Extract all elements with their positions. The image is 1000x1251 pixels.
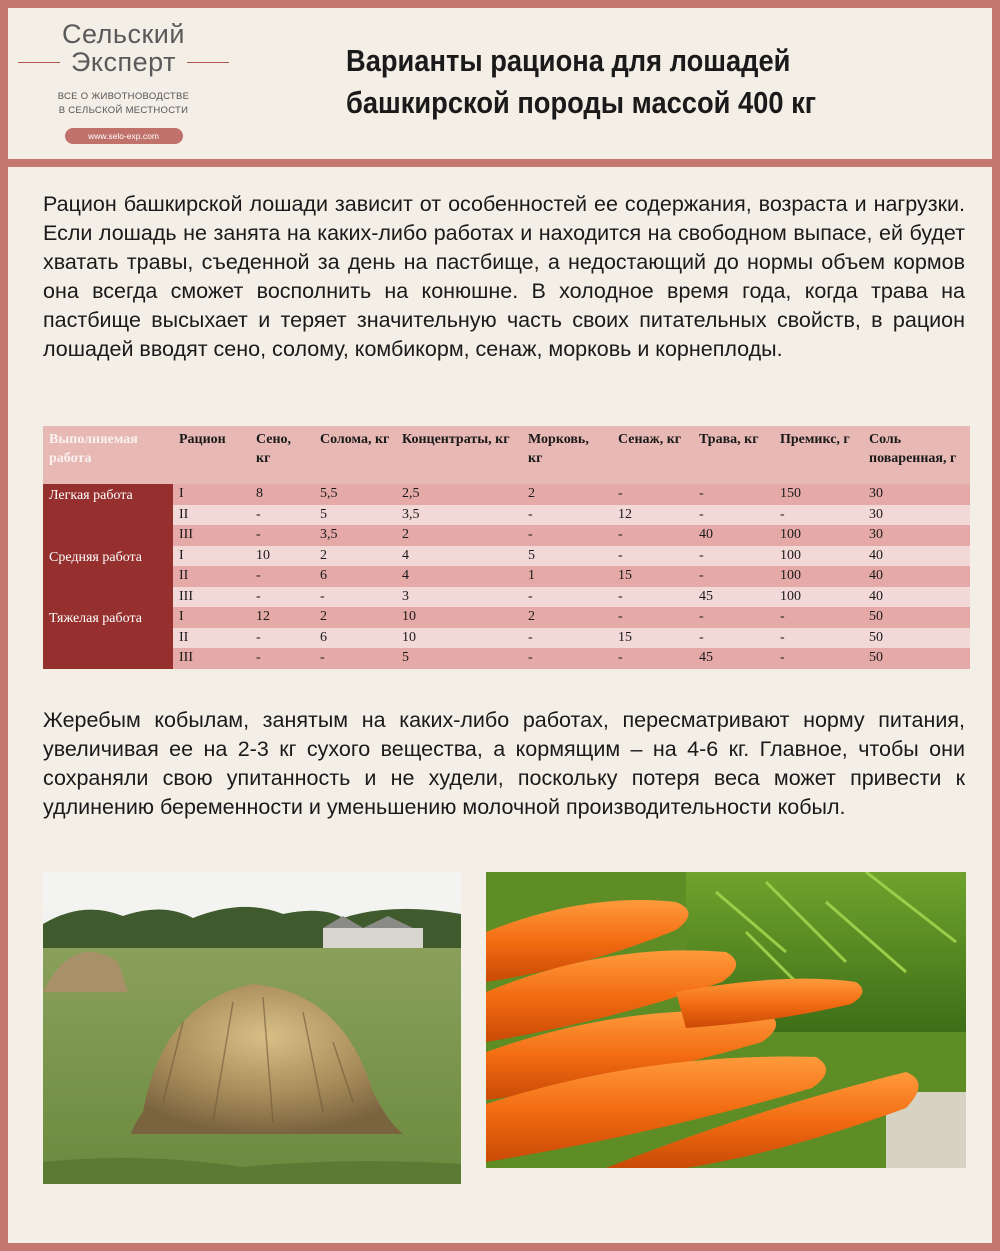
work-type-cell: Тяжелая работа — [43, 607, 173, 669]
logo[interactable] — [16, 20, 231, 160]
table-row — [43, 566, 970, 587]
table-cell: - — [693, 546, 774, 567]
table-cell: 3,5 — [314, 525, 396, 546]
table-cell: - — [250, 566, 314, 587]
table-cell: 3,5 — [396, 505, 522, 526]
table-row — [43, 525, 970, 546]
page-frame — [8, 8, 992, 1243]
table-cell: 5,5 — [314, 484, 396, 505]
table-cell: 40 — [863, 566, 970, 587]
header — [8, 8, 992, 159]
table-cell: - — [522, 525, 612, 546]
table-cell: 4 — [396, 566, 522, 587]
table-header-cell: Соль поваренная, г — [863, 426, 970, 484]
logo-name-line1: Сельский — [62, 19, 185, 49]
table-cell: III — [173, 525, 250, 546]
table-cell: - — [693, 484, 774, 505]
table-row — [43, 484, 970, 505]
table-row — [43, 546, 970, 567]
table-cell: 50 — [863, 648, 970, 669]
table-cell: 10 — [396, 628, 522, 649]
table-cell: II — [173, 566, 250, 587]
table-cell: 12 — [612, 505, 693, 526]
table-cell: III — [173, 587, 250, 608]
table-cell: 5 — [396, 648, 522, 669]
table-header-cell: Морковь, кг — [522, 426, 612, 484]
table-cell: - — [612, 484, 693, 505]
table-cell: 30 — [863, 484, 970, 505]
table-header-cell: Рацион — [173, 426, 250, 484]
table-header-cell: Трава, кг — [693, 426, 774, 484]
table-cell: 50 — [863, 628, 970, 649]
table-cell: 5 — [522, 546, 612, 567]
work-type-cell: Средняя работа — [43, 546, 173, 608]
table-cell: 40 — [863, 587, 970, 608]
table-cell: - — [693, 628, 774, 649]
haystack-photo — [43, 872, 461, 1184]
table-cell: - — [250, 587, 314, 608]
table-cell: - — [774, 648, 863, 669]
table-cell: 2 — [314, 607, 396, 628]
table-cell: - — [250, 525, 314, 546]
table-cell: - — [612, 607, 693, 628]
table-cell: 15 — [612, 628, 693, 649]
table-cell: 10 — [396, 607, 522, 628]
table-row — [43, 587, 970, 608]
table-cell: - — [522, 648, 612, 669]
page-title-line2: башкирской породы массой 400 кг — [346, 85, 817, 120]
table-row — [43, 648, 970, 669]
table-header-cell: Солома, кг — [314, 426, 396, 484]
table-cell: - — [250, 505, 314, 526]
table-cell: 100 — [774, 525, 863, 546]
table-cell: 2,5 — [396, 484, 522, 505]
table-cell: II — [173, 628, 250, 649]
table-cell: 1 — [522, 566, 612, 587]
table-cell: I — [173, 607, 250, 628]
logo-tagline-line2: В СЕЛЬСКОЙ МЕСТНОСТИ — [58, 105, 189, 116]
table-cell: 40 — [693, 525, 774, 546]
table-cell: - — [774, 607, 863, 628]
table-cell: 50 — [863, 607, 970, 628]
table-cell: - — [612, 587, 693, 608]
table-cell: - — [314, 587, 396, 608]
table-cell: I — [173, 484, 250, 505]
table-cell: - — [522, 587, 612, 608]
logo-site-link[interactable]: www.selo-exp.com — [65, 128, 183, 144]
table-cell: - — [612, 546, 693, 567]
logo-tagline-line1: ВСЕ О ЖИВОТНОВОДСТВЕ — [57, 91, 190, 102]
table-header-cell: Премикс, г — [774, 426, 863, 484]
table-cell: 4 — [396, 546, 522, 567]
table-cell: - — [774, 505, 863, 526]
outro-paragraph: Жеребым кобылам, занятым на каких-либо работах, пересматривают норму питания, увеличивая ее на 2-3 кг сухого вещества, а кормящим – на 4-6 кг. Главное, чтобы они сохраняли свою упитанность и не худели, поскольку потеря веса может привести к удлинению беременности и уменьшению молочной производительности кобыл. — [43, 708, 965, 819]
table-cell: 45 — [693, 587, 774, 608]
table-cell: - — [774, 628, 863, 649]
table-header-cell: Сенаж, кг — [612, 426, 693, 484]
table-header-cell: Сено, кг — [250, 426, 314, 484]
ration-table — [43, 426, 970, 669]
table-cell: - — [612, 648, 693, 669]
work-type-cell: Легкая работа — [43, 484, 173, 546]
table-cell: 40 — [863, 546, 970, 567]
table-cell: 2 — [522, 484, 612, 505]
table-cell: III — [173, 648, 250, 669]
table-cell: 100 — [774, 546, 863, 567]
table-cell: 30 — [863, 505, 970, 526]
carrots-photo — [486, 872, 966, 1168]
table-cell: 12 — [250, 607, 314, 628]
intro-paragraph: Рацион башкирской лошади зависит от особенностей ее содержания, возраста и нагрузки. Если лошадь не занята на каких-либо работах и находится на свободном выпасе, ей будет хватать травы, съеденной за день на пастбище, а недостающий до нормы объем кормов она всегда сможет восполнить на конюшне. В холодное время года, когда трава на пастбище высыхает и теряет значительную часть своих питательных свойств, в рацион лошадей вводят сено, солому, комбикорм, сенаж, морковь и корнеплоды. — [43, 192, 965, 361]
table-cell: II — [173, 505, 250, 526]
logo-tagline — [16, 90, 231, 118]
page-title-line1: Варианты рациона для лошадей — [346, 43, 791, 78]
table-cell: 8 — [250, 484, 314, 505]
table-cell: - — [612, 525, 693, 546]
table-cell: 15 — [612, 566, 693, 587]
table-header-cell: Концентраты, кг — [396, 426, 522, 484]
table-cell: 2 — [522, 607, 612, 628]
table-cell: 3 — [396, 587, 522, 608]
table-cell: 100 — [774, 587, 863, 608]
table-cell: - — [522, 505, 612, 526]
logo-divider — [16, 48, 231, 76]
table-cell: 5 — [314, 505, 396, 526]
table-cell: 2 — [314, 546, 396, 567]
table-cell: - — [250, 648, 314, 669]
table-header-row — [43, 426, 970, 484]
table-cell: 2 — [396, 525, 522, 546]
table-body — [43, 484, 970, 669]
table-cell: 6 — [314, 628, 396, 649]
logo-name-line2: Эксперт — [71, 47, 176, 77]
table-cell: 45 — [693, 648, 774, 669]
ration-table-wrapper — [43, 426, 970, 669]
table-cell: - — [314, 648, 396, 669]
table-cell: - — [693, 505, 774, 526]
table-cell: - — [693, 607, 774, 628]
table-cell: 30 — [863, 525, 970, 546]
page-title — [346, 40, 874, 124]
table-cell: I — [173, 546, 250, 567]
table-row — [43, 505, 970, 526]
table-row — [43, 607, 970, 628]
header-divider — [8, 159, 992, 167]
table-header-cell: Выполняемая работа — [43, 426, 173, 484]
table-cell: 100 — [774, 566, 863, 587]
table-cell: 10 — [250, 546, 314, 567]
table-cell: 6 — [314, 566, 396, 587]
table-cell: 150 — [774, 484, 863, 505]
table-row — [43, 628, 970, 649]
table-cell: - — [250, 628, 314, 649]
table-cell: - — [522, 628, 612, 649]
table-cell: - — [693, 566, 774, 587]
